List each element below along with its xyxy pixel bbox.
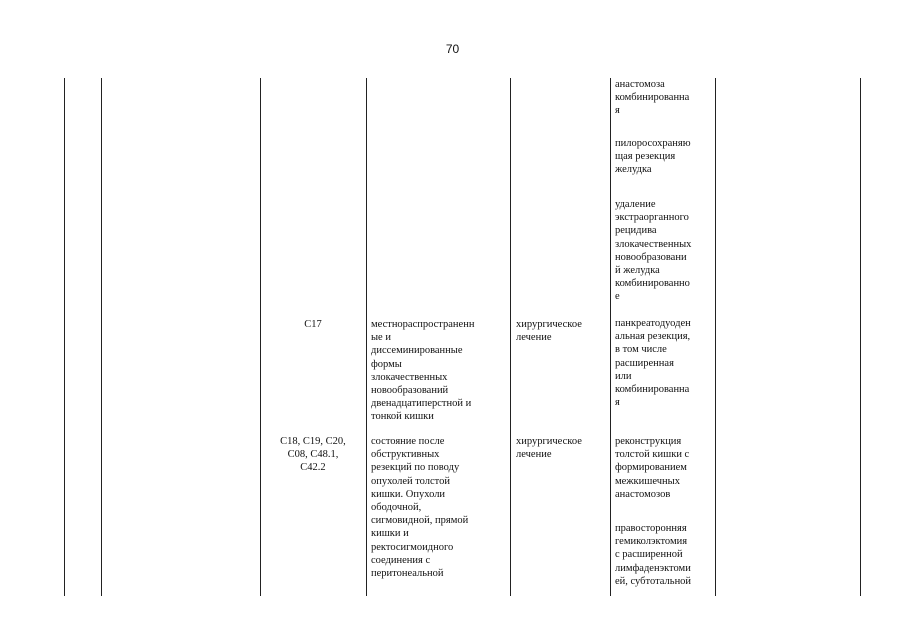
treatment-cell: хирургическое лечение: [516, 436, 582, 461]
disease-cell: состояние после обструктивных резекций по поводу опухолей толстой кишки. Опухоли ободочной, сигмовидной, прямой кишки и ректосигмоидного соединения с перитонеальной: [371, 436, 469, 580]
disease-cell: местнораспространенн ые и диссеминированные формы злокачественных новообразований двенадцатиперстной и тонкой кишки: [371, 319, 475, 423]
col-border-4: [366, 78, 367, 596]
col-border-2: [101, 78, 102, 596]
col-border-3: [260, 78, 261, 596]
procedure-cell: реконструкция толстой кишки с формированием межкишечных анастомозов: [615, 436, 690, 500]
procedure-cell: удаление экстраорганного рецидива злокачественных новообразовани й желудка комбинированно е: [615, 199, 692, 303]
procedure-cell: правосторонняя гемиколэктомия с расширенной лимфаденэктоми ей, субтотальной: [615, 523, 692, 587]
procedure-cell: панкреатодуоден альная резекция, в том числе расширенная или комбинированна я: [615, 318, 691, 409]
icd-code-cell: C18, C19, C20, C08, C48.1, C42.2: [280, 436, 346, 474]
treatment-cell: хирургическое лечение: [516, 319, 582, 344]
col-border-5: [510, 78, 511, 596]
col-border-7: [715, 78, 716, 596]
page-number: 70: [445, 42, 460, 56]
procedure-cell: анастомоза комбинированна я: [615, 79, 690, 117]
col-border-1: [64, 78, 65, 596]
procedure-cell: пилоросохраняю щая резекция желудка: [615, 138, 691, 176]
col-border-6: [610, 78, 611, 596]
col-border-8: [860, 78, 861, 596]
icd-code-cell: C17: [304, 319, 322, 330]
